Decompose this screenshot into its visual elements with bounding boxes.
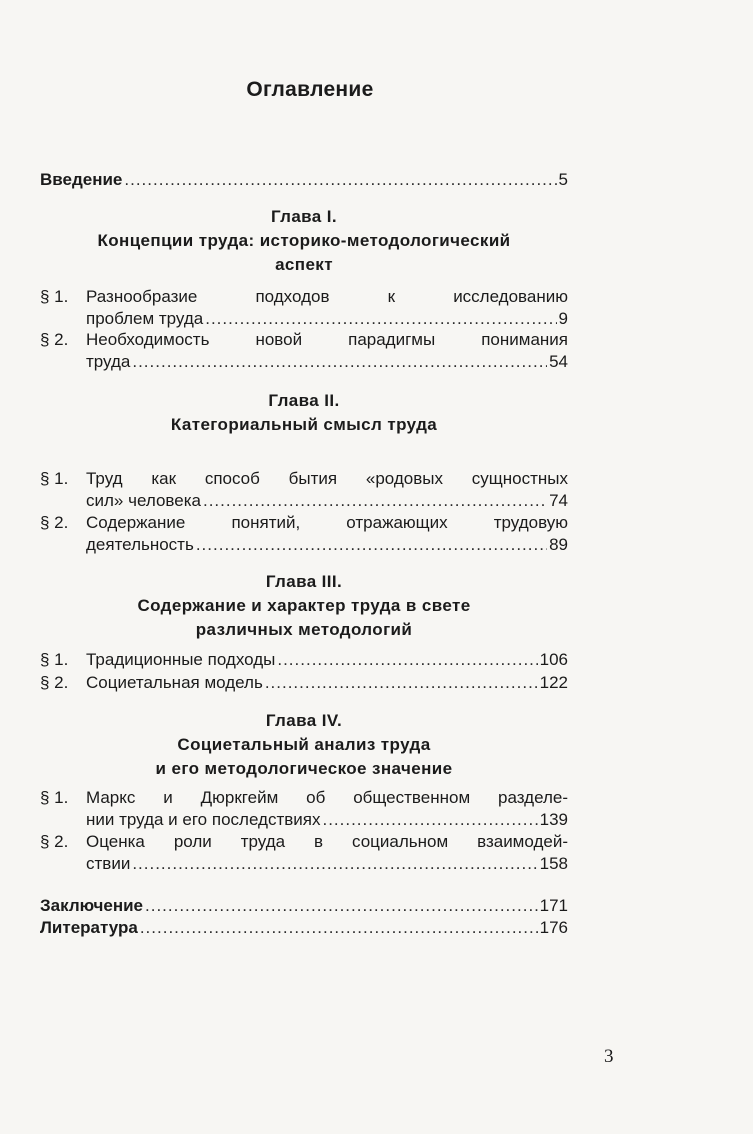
entry-page: 139 [539,810,568,829]
entry-page: 74 [549,491,568,510]
chapter-title-line: Социетальный анализ труда [177,735,431,754]
chapter-title-line: различных методологий [195,620,413,639]
chapter-title-line: Концепции труда: историко-методологический [97,231,511,250]
section-title-line: Маркс и Дюркгейм об общественном разделе- [86,788,568,807]
toc-entry-ch2-s1[interactable] [40,468,568,512]
section-title-line: нии труда и его последствиях [86,810,321,829]
entry-page: 176 [539,918,568,937]
dot-leader [203,490,547,512]
entry-label: Заключение [40,896,143,915]
dot-leader [145,895,538,917]
chapter-label: Глава II. [268,391,340,410]
toc-entry-ch2-s2[interactable] [40,512,568,556]
entry-page: 9 [558,309,568,328]
toc-entry-literature[interactable] [40,917,568,939]
dot-leader [196,534,547,556]
section-title-line: Оценка роли труда в социальном взаимодей- [86,832,568,851]
entry-label: Литература [40,918,138,937]
section-title-line: Социетальная модель [86,673,263,692]
dot-leader [124,169,556,191]
dot-leader [140,917,538,939]
section-title-line: труда [86,352,131,371]
section-title-line: ствии [86,854,131,873]
page-title: Оглавление [246,78,374,101]
chapter-label: Глава III. [265,572,343,591]
toc-entry-ch1-s2[interactable] [40,329,568,373]
chapter-title-line: и его методологическое значение [155,759,453,778]
entry-page: 89 [549,535,568,554]
chapter-3-heading [40,570,568,642]
dot-leader [277,649,537,671]
entry-page: 106 [539,650,568,669]
page-number: 3 [604,1046,614,1067]
section-title-line: деятельность [86,535,194,554]
section-title-line: Разнообразие подходов к исследованию [86,287,568,306]
entry-page: 122 [539,673,568,692]
chapter-title-line: аспект [275,255,333,274]
section-number: § 1. [40,650,69,669]
dot-leader [205,308,556,330]
toc-entry-ch3-s2[interactable] [40,672,568,694]
section-title-line: Необходимость новой парадигмы понимания [86,330,568,349]
dot-leader [132,853,537,875]
chapter-label: Глава IV. [265,711,343,730]
section-title-line: проблем труда [86,309,204,328]
chapter-title-line: Категориальный смысл труда [170,415,438,434]
toc-entry-conclusion[interactable] [40,895,568,917]
chapter-title-line: Содержание и характер труда в свете [137,596,471,615]
section-number: § 2. [40,673,69,692]
section-title-line: сил» человека [86,491,201,510]
section-title-line: Труд как способ бытия «родовых сущностных [86,469,568,488]
chapter-2-heading [40,389,568,437]
dot-leader [322,809,537,831]
toc-entry-ch3-s1[interactable] [40,649,568,671]
section-number: § 1. [40,287,69,306]
entry-page: 171 [539,896,568,915]
entry-page: 158 [539,854,568,873]
dot-leader [265,672,538,694]
toc-entry-ch4-s2[interactable] [40,831,568,875]
section-title-line: Содержание понятий, отражающих трудовую [86,513,568,532]
section-number: § 2. [40,513,69,532]
chapter-label: Глава I. [270,207,338,226]
chapter-4-heading [40,709,568,781]
toc-entry-introduction[interactable] [40,169,568,191]
section-number: § 1. [40,469,69,488]
toc-entry-ch4-s1[interactable] [40,787,568,831]
dot-leader [132,351,547,373]
entry-label: Введение [40,170,123,189]
section-number: § 2. [40,832,69,851]
entry-page: 54 [549,352,568,371]
section-number: § 1. [40,788,69,807]
section-title-line: Традиционные подходы [86,650,276,669]
section-number: § 2. [40,330,69,349]
toc-entry-ch1-s1[interactable] [40,286,568,330]
chapter-1-heading [40,205,568,277]
entry-page: 5 [558,170,568,189]
